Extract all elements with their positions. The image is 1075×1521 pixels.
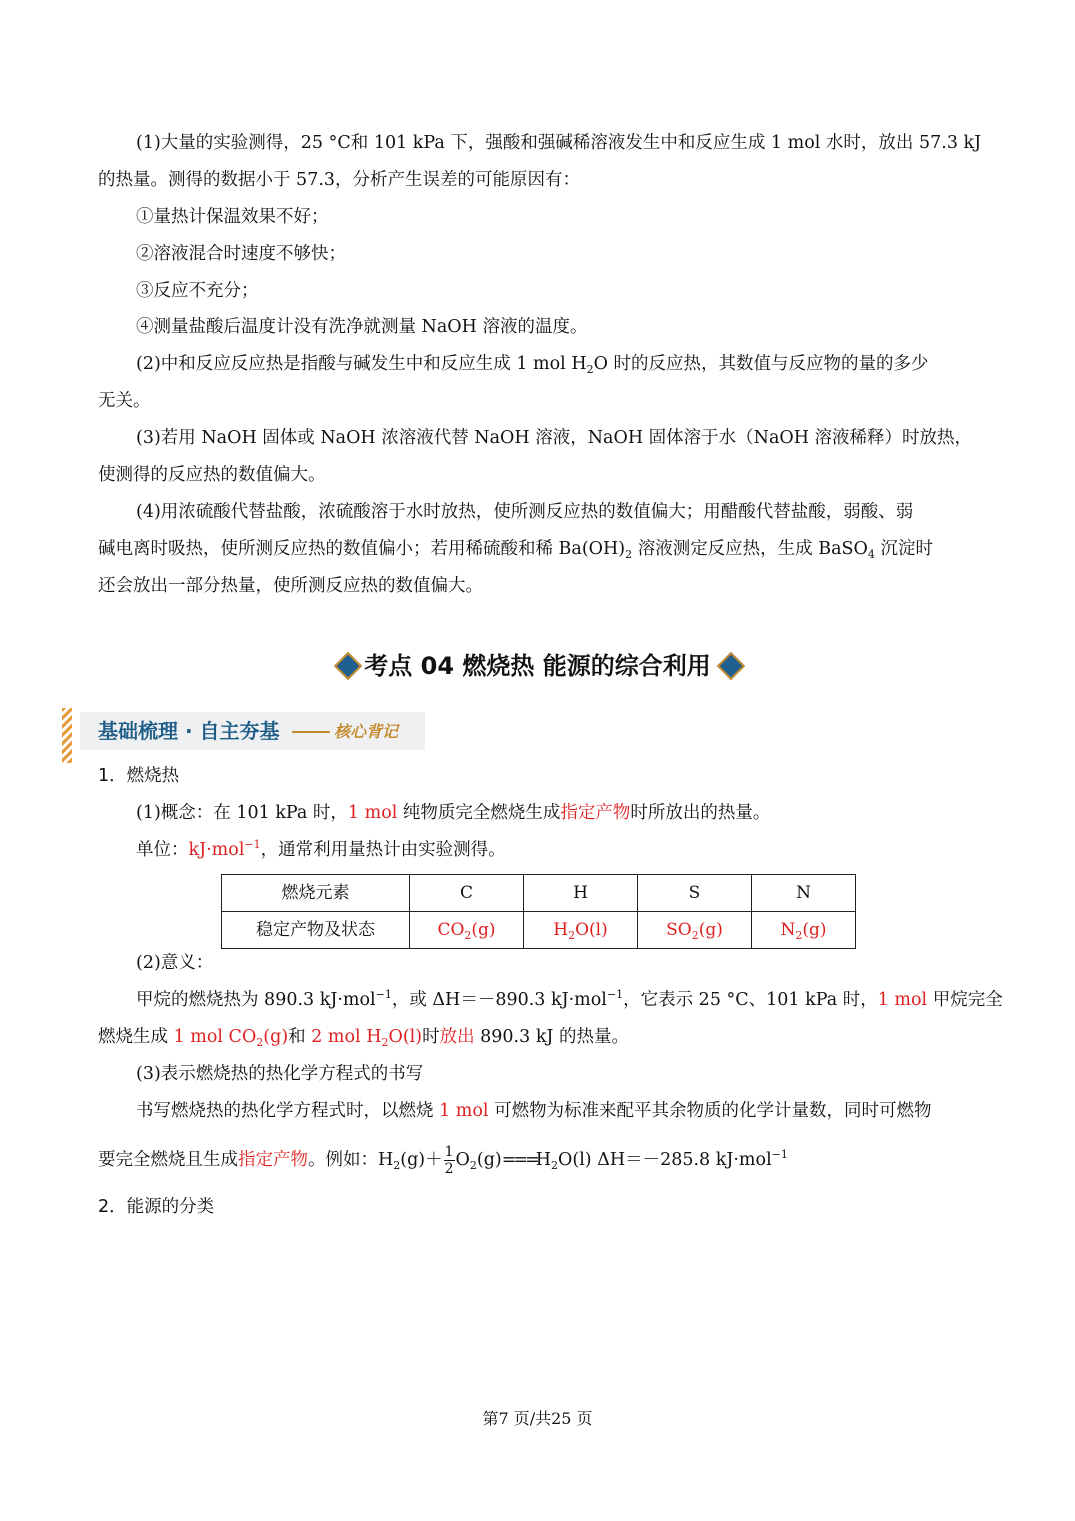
list-item: ①量热计保温效果不好；: [136, 207, 329, 227]
table-row: [222, 912, 856, 949]
fraction-one-half: $\frac{1}{2}$: [444, 1144, 454, 1177]
combustion-products-table: [221, 874, 856, 949]
table-cell: H: [524, 875, 638, 912]
writing-line2-equation: 要完全燃烧且生成指定产物。例如：$H_2(g)+$ $\frac{1}{2}$ $O_2(g)===H_2O(l)$ ΔH＝－285.8 kJ·mol$^{-1}$: [98, 1144, 788, 1177]
para3-line1: (3)若用 NaOH 固体或 NaOH 浓溶液代替 NaOH 溶液，NaOH 固体溶于水（NaOH 溶液稀释）时放热，: [136, 428, 973, 448]
table-cell: $CO_2(g)$: [410, 912, 524, 949]
heading-combustion: 1．燃烧热: [98, 766, 180, 786]
unit-line: 单位：kJ·mol$^{-1}$，通常利用量热计由实验测得。: [136, 838, 506, 860]
meaning-line2: 燃烧生成 1 mol $CO_2(g)$和 2 mol $H_2O(l)$时放出 890.3 kJ 的热量。: [98, 1027, 630, 1049]
subsection-title: 基础梳理 · 自主夯基: [98, 719, 280, 743]
writing-heading: (3)表示燃烧热的热化学方程式的书写: [136, 1064, 424, 1084]
diamond-icon: [332, 654, 360, 676]
table-cell: 燃烧元素: [222, 875, 410, 912]
para1-line2: 的热量。测得的数据小于 57.3，分析产生误差的可能原因有：: [98, 170, 581, 190]
stripe-decoration: [62, 708, 72, 763]
table-cell: $H_2O(l)$: [524, 912, 638, 949]
section-title: 考点 04 燃烧热 能源的综合利用: [0, 648, 1075, 684]
list-item: ②溶液混合时速度不够快；: [136, 244, 346, 264]
para1-line1: (1)大量的实验测得，25 °C和 101 kPa 下，强酸和强碱稀溶液发生中和反应生成 1 mol 水时，放出 57.3 kJ: [136, 133, 982, 153]
heading-energy: 2．能源的分类: [98, 1197, 215, 1217]
definition-line: (1)概念：在 101 kPa 时，1 mol 纯物质完全燃烧生成指定产物时所放出的热量。: [136, 803, 771, 823]
table-cell: N: [752, 875, 856, 912]
para4-line2: 碱电离时吸热，使所测反应热的数值偏小；若用稀硫酸和稀 $Ba(OH)_2$ 溶液测定反应热，生成 BaSO$_4$ 沉淀时: [98, 539, 933, 561]
para4-line1: (4)用浓硫酸代替盐酸，浓硫酸溶于水时放热，使所测反应热的数值偏大；用醋酸代替盐酸，弱酸、弱: [136, 502, 914, 522]
list-item: ③反应不充分；: [136, 281, 259, 301]
para4-line3: 还会放出一部分热量，使所测反应热的数值偏大。: [98, 576, 483, 596]
table-cell: C: [410, 875, 524, 912]
diamond-icon: [715, 654, 743, 676]
para3-line2: 使测得的反应热的数值偏大。: [98, 465, 326, 485]
table-cell: S: [638, 875, 752, 912]
meaning-line1: 甲烷的燃烧热为 890.3 kJ·mol$^{-1}$，或 ΔH＝－890.3 kJ·mol$^{-1}$，它表示 25 °C、101 kPa 时，1 mol 甲烷完全: [136, 988, 1003, 1010]
dash-decoration: [292, 731, 330, 733]
subsection-tag: 核心背记: [334, 722, 399, 741]
table-cell: $SO_2(g)$: [638, 912, 752, 949]
para2-line1: (2)中和反应反应热是指酸与碱发生中和反应生成 1 mol $H_2O$ 时的反应热，其数值与反应物的量的多少: [136, 354, 929, 376]
table-row: [222, 875, 856, 912]
writing-line1: 书写燃烧热的热化学方程式时，以燃烧 1 mol 可燃物为标准来配平其余物质的化学计量数，同时可燃物: [136, 1101, 932, 1121]
meaning-heading: (2)意义：: [136, 953, 214, 973]
para2-line2: 无关。: [98, 391, 151, 411]
subsection-header: [62, 706, 427, 750]
list-item: ④测量盐酸后温度计没有洗净就测量 NaOH 溶液的温度。: [136, 317, 588, 337]
page-number: 第7 页/共25 页: [482, 1409, 593, 1428]
table-cell: 稳定产物及状态: [222, 912, 410, 949]
table-cell: $N_2(g)$: [752, 912, 856, 949]
